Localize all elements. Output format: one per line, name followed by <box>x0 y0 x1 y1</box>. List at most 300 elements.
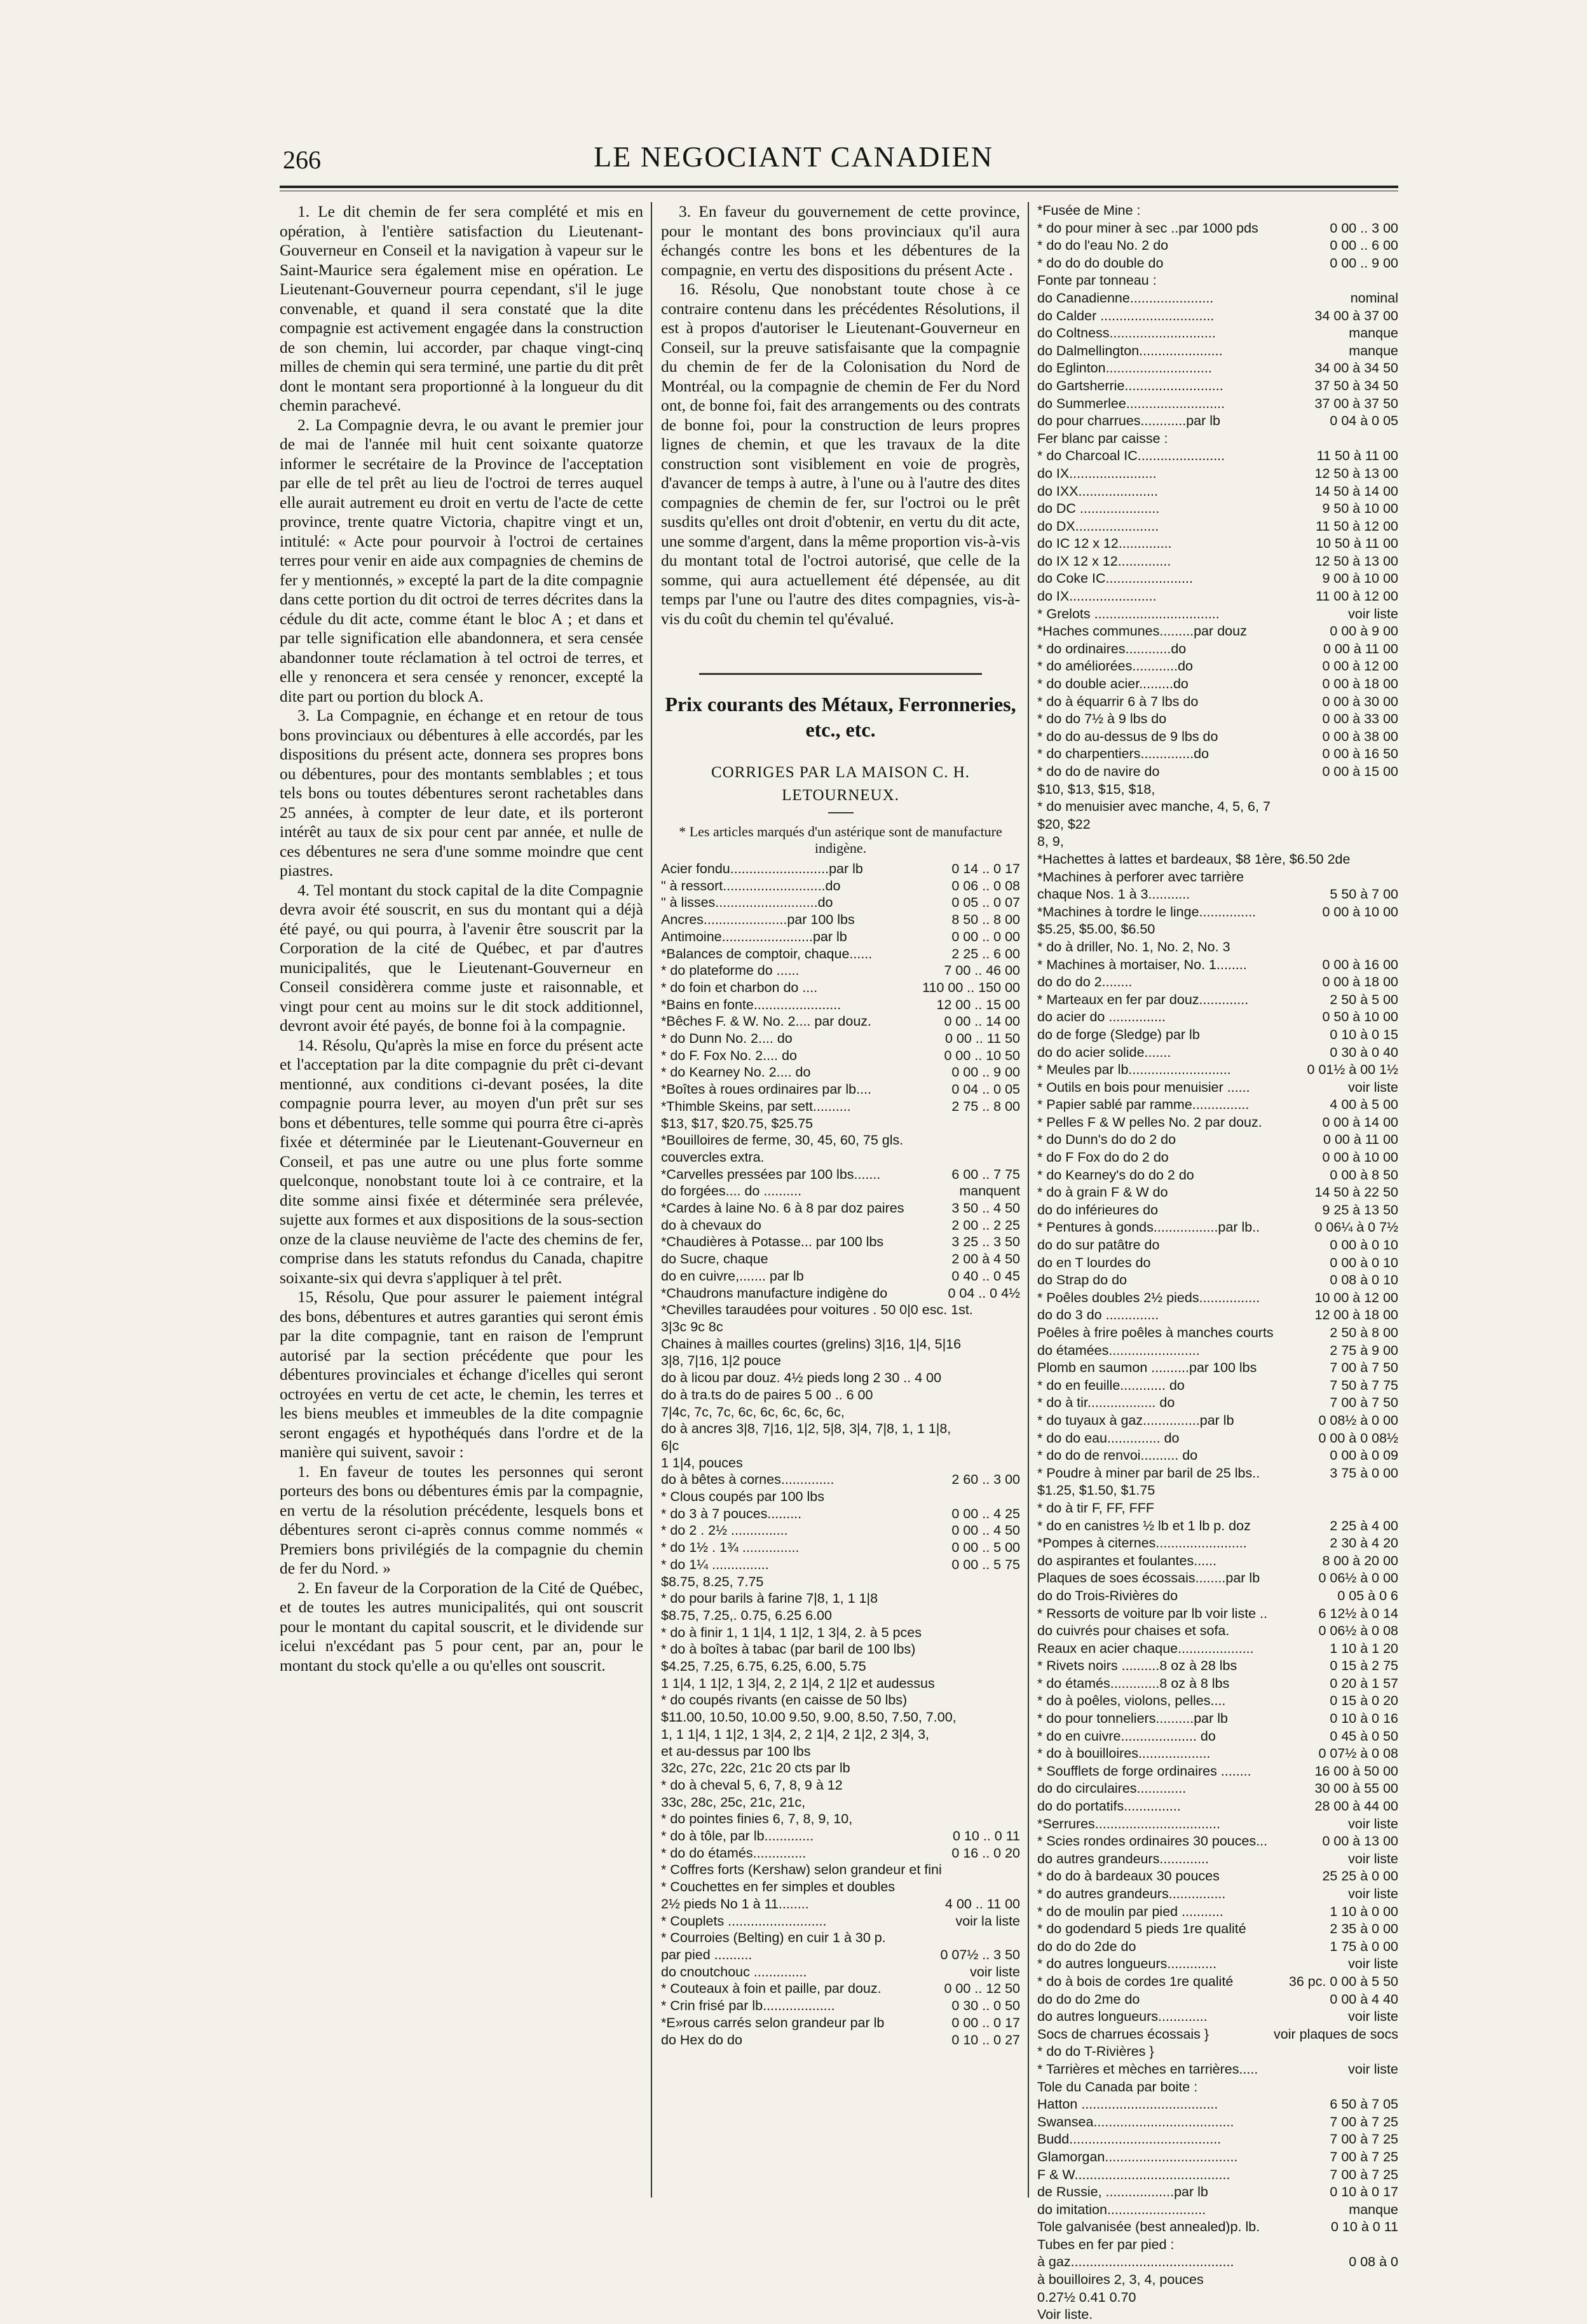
price-item-label: *Thimble Skeins, par sett.......... <box>661 1098 851 1114</box>
price-row <box>1037 1184 1398 1202</box>
price-row <box>661 1896 1020 1913</box>
price-item-label: do IXX..................... <box>1037 483 1158 499</box>
price-item-label: * do do do double do <box>1037 255 1164 271</box>
price-row <box>1037 2026 1398 2044</box>
price-row <box>1037 1131 1398 1149</box>
running-title: LE NEGOCIANT CANADIEN <box>594 140 993 173</box>
price-item-value: 2 00 à 4 50 <box>951 1251 1020 1267</box>
price-item-label: 32c, 27c, 22c, 21c 20 cts par lb <box>661 1760 850 1776</box>
price-row <box>1037 1272 1398 1289</box>
price-row <box>1037 430 1398 448</box>
price-row <box>661 1964 1020 1981</box>
price-row <box>661 1233 1020 1251</box>
column-3 <box>1037 202 1398 2323</box>
price-item-label: do do do 2me do <box>1037 1991 1140 2007</box>
price-row <box>1037 1955 1398 1973</box>
price-item-value: 0 06½ à 0 00 <box>1318 1570 1398 1586</box>
price-item-value: 0 40 .. 0 45 <box>951 1268 1020 1284</box>
price-item-value: 37 00 à 37 50 <box>1314 395 1398 411</box>
price-row <box>1037 1219 1398 1237</box>
price-item-value: 7 00 à 7 50 <box>1330 1395 1398 1411</box>
price-row <box>1037 202 1398 220</box>
price-row <box>1037 535 1398 553</box>
price-item-value: 36 pc. 0 00 à 5 50 <box>1288 1973 1398 1989</box>
price-row <box>661 1437 1020 1455</box>
price-item-value: 0 10 .. 0 11 <box>953 1828 1020 1844</box>
price-item-label: * do menuisier avec manche, 4, 5, 6, 7 <box>1037 799 1270 815</box>
price-item-value: 34 00 à 34 50 <box>1314 360 1398 376</box>
price-item-value <box>1016 1743 1020 1760</box>
price-item-label: par pied .......... <box>661 1947 753 1962</box>
price-row <box>661 1811 1020 1828</box>
paragraph: 4. Tel montant du stock capital de la dite Compagnie devra avoir été souscrit, en sus du montant qui a déjà été payé, ou qui pourra, à l'avenir être souscrit par la Corporation de la cité de Québec, et par d'autres municipalités, que le Lieutenant-Gouverneur en Conseil considèrera comme juste et raisonnable, et vingt pour cent au moins sur le dit stock additionnel, devront avoir été payés, de bonne foi à la compagnie. <box>280 880 643 1035</box>
price-item-label: * do ordinaires............do <box>1037 641 1187 656</box>
price-item-value: 0 00 à 4 40 <box>1330 1991 1398 2007</box>
price-row <box>661 1845 1020 1862</box>
price-item-label: * Pentures à gonds.................par lb.. <box>1037 1220 1260 1235</box>
price-item-label: *Machines à perforer avec tarrière <box>1037 869 1244 885</box>
price-row <box>661 1047 1020 1064</box>
price-item-value: 7 00 à 7 25 <box>1330 2166 1398 2182</box>
price-item-value: 0 00 à 10 00 <box>1322 904 1398 920</box>
price-row <box>1037 1026 1398 1044</box>
price-item-label: * do à tir.................. do <box>1037 1395 1175 1411</box>
price-item-label: do cnoutchouc .............. <box>661 1964 807 1980</box>
price-item-label: do à bêtes à cornes.............. <box>661 1472 834 1488</box>
price-item-label: et au-dessus par 100 lbs <box>661 1743 811 1759</box>
price-row <box>1037 377 1398 395</box>
price-row <box>661 1505 1020 1523</box>
price-item-value <box>1016 1301 1020 1319</box>
price-item-value <box>1016 1861 1020 1879</box>
price-item-value: 0 00 à 16 50 <box>1322 746 1398 762</box>
price-item-label: * Rivets noirs ..........8 oz à 28 lbs <box>1037 1658 1237 1674</box>
price-item-value <box>1016 1437 1020 1455</box>
price-row <box>1037 2271 1398 2289</box>
price-item-label: * do do à bardeaux 30 pouces <box>1037 1868 1220 1884</box>
price-row <box>1037 833 1398 851</box>
price-row <box>1037 483 1398 501</box>
price-item-label: * do améliorées............do <box>1037 658 1193 674</box>
price-item-value <box>1394 2043 1398 2061</box>
price-item-value <box>1016 1929 1020 1947</box>
price-item-value: 0 30 .. 0 50 <box>951 1998 1020 2014</box>
price-row <box>1037 1692 1398 1710</box>
price-row <box>1037 1780 1398 1798</box>
price-row <box>1037 2079 1398 2096</box>
price-item-value <box>1016 1641 1020 1658</box>
price-item-value: 110 00 .. 150 00 <box>922 979 1020 995</box>
price-row <box>661 1455 1020 1472</box>
price-item-value: 11 00 à 12 00 <box>1316 588 1398 604</box>
price-item-value <box>1016 1879 1020 1896</box>
price-item-value: 0 08 à 0 10 <box>1330 1272 1398 1288</box>
price-item-value: 12 50 à 13 00 <box>1314 553 1398 569</box>
price-row <box>1037 904 1398 921</box>
price-item-label: * do à driller, No. 1, No. 2, No. 3 <box>1037 939 1230 955</box>
price-item-value: voir liste <box>1348 606 1398 622</box>
price-row <box>1037 1324 1398 1342</box>
price-item-value: 14 50 à 14 00 <box>1314 483 1398 499</box>
price-item-value: 0 00 .. 0 00 <box>951 928 1020 944</box>
price-row <box>1037 2253 1398 2271</box>
price-row <box>1037 1254 1398 1272</box>
price-item-label: do do portatifs............... <box>1037 1798 1181 1814</box>
price-row <box>661 1166 1020 1183</box>
price-row <box>1037 553 1398 571</box>
price-item-value: 0 01½ à 00 1½ <box>1307 1062 1398 1078</box>
price-row <box>1037 272 1398 290</box>
price-item-label: Acier fondu..........................par lb <box>661 861 863 876</box>
price-row <box>661 1777 1020 1794</box>
price-item-value: 11 50 à 11 00 <box>1316 448 1398 464</box>
price-item-label: *Chaudières à Potasse... par 100 lbs <box>661 1234 884 1250</box>
price-item-value: 16 00 à 50 00 <box>1314 1763 1398 1779</box>
price-item-value: 7 00 .. 46 00 <box>944 963 1020 979</box>
price-row <box>661 946 1020 963</box>
price-row <box>1037 1798 1398 1816</box>
price-item-value: 0 04 .. 0 05 <box>951 1082 1020 1097</box>
price-item-value: manque <box>1349 325 1398 341</box>
price-item-label: do à chevaux do <box>661 1217 761 1233</box>
price-item-value <box>1016 1794 1020 1811</box>
price-item-label: $10, $13, $15, $18, <box>1037 781 1155 797</box>
price-item-label: $5.25, $5.00, $6.50 <box>1037 921 1155 937</box>
price-item-label: * Crin frisé par lb................... <box>661 1998 835 2014</box>
price-item-value: 0 04 à 0 05 <box>1330 413 1398 429</box>
price-item-label: do cuivrés pour chaises et sofa. <box>1037 1623 1230 1639</box>
price-item-value <box>1394 798 1398 816</box>
price-item-label: do Sucre, chaque <box>661 1251 768 1267</box>
price-item-label: 3|8, 7|16, 1|2 pouce <box>661 1353 781 1369</box>
price-item-value: 7 00 à 7 25 <box>1330 2149 1398 2164</box>
price-row <box>1037 2061 1398 2079</box>
price-item-label: * do do étamés.............. <box>661 1845 807 1861</box>
price-item-label: * do F Fox do do 2 do <box>1037 1150 1169 1165</box>
price-item-label: *Serrures................................. <box>1037 1816 1220 1831</box>
price-item-label: do en cuivre,....... par lb <box>661 1268 804 1284</box>
price-item-label: do forgées.... do .......... <box>661 1183 802 1199</box>
price-item-label: * do en feuille............ do <box>1037 1377 1185 1393</box>
price-row <box>1037 1833 1398 1851</box>
price-row <box>661 1030 1020 1047</box>
price-row <box>1037 1973 1398 1991</box>
price-item-label: do Calder .............................. <box>1037 308 1215 323</box>
price-item-value: 0 10 à 0 15 <box>1330 1026 1398 1042</box>
price-row <box>1037 395 1398 413</box>
price-item-label: *Pompes à citernes........................ <box>1037 1535 1247 1551</box>
price-item-label: *Bains en fonte....................... <box>661 996 841 1012</box>
price-row <box>661 1200 1020 1217</box>
price-item-value: 1 10 à 1 20 <box>1330 1640 1398 1656</box>
price-item-value: 2 35 à 0 00 <box>1330 1921 1398 1937</box>
column-divider-2 <box>1028 202 1029 2198</box>
price-item-label: * do à bouilloires................... <box>1037 1746 1211 1762</box>
price-row <box>661 996 1020 1014</box>
price-row <box>1037 1605 1398 1623</box>
price-row <box>1037 1377 1398 1395</box>
paragraph: 1. Le dit chemin de fer sera complété et mis en opération, à l'entière satisfaction du Lieutenant-Gouverneur en Conseil et la navigation à vapeur sur le Saint-Maurice sera également mise en opération. Le Lieutenant-Gouverneur pourra cependant, s'il le juge convenable, et quand il sera constaté que la dite compagnie est activement engagée dans la construction de son chemin, lui accorder, par chaque vingt-cinq milles de chemin qui sera terminé, une partie du dit prêt dont le montant sera proportionné à la longueur du dit chemin parachevé. <box>280 202 643 414</box>
price-item-label: Ancres......................par 100 lbs <box>661 912 855 928</box>
price-item-label: do do Trois-Rivières do <box>1037 1587 1178 1603</box>
price-item-value: 0 00 .. 10 50 <box>944 1047 1020 1063</box>
price-item-label: * Poudre à miner par baril de 25 lbs.. <box>1037 1465 1260 1481</box>
price-item-value: 7 00 à 7 25 <box>1330 2131 1398 2147</box>
price-item-label: * do pour tonneliers..........par lb <box>1037 1711 1228 1727</box>
price-item-label: do acier do ............... <box>1037 1009 1166 1025</box>
price-item-label: de Russie, ..................par lb <box>1037 2184 1208 2200</box>
price-item-label: * Papier sablé par ramme............... <box>1037 1097 1250 1113</box>
price-row <box>661 1285 1020 1302</box>
price-item-value: 8 00 à 20 00 <box>1322 1553 1398 1568</box>
price-item-label: do imitation.......................... <box>1037 2201 1206 2217</box>
price-row <box>661 1590 1020 1607</box>
price-item-value: 0 16 .. 0 20 <box>951 1845 1020 1861</box>
price-row <box>1037 308 1398 325</box>
price-row <box>1037 623 1398 641</box>
price-row <box>1037 1710 1398 1728</box>
price-item-value <box>1394 816 1398 834</box>
price-row <box>1037 1570 1398 1587</box>
price-row <box>661 1149 1020 1166</box>
price-item-label: * Clous coupés par 100 lbs <box>661 1489 824 1505</box>
price-item-value: 0 00 à 38 00 <box>1322 728 1398 744</box>
price-item-label: * do do eau.............. do <box>1037 1430 1180 1446</box>
price-item-value: 0 08 à 0 <box>1349 2254 1398 2270</box>
price-item-value <box>1394 851 1398 869</box>
price-item-label: * do coupés rivants (en caisse de 50 lbs) <box>661 1692 908 1708</box>
price-row <box>1037 2114 1398 2131</box>
price-item-label: Plomb en saumon ..........par 100 lbs <box>1037 1360 1257 1376</box>
price-item-label: do IX 12 x 12.............. <box>1037 553 1171 569</box>
price-item-label: Antimoine........................par lb <box>661 928 847 944</box>
price-row <box>661 1471 1020 1488</box>
price-row <box>1037 1745 1398 1763</box>
price-item-value: 0 00 .. 3 00 <box>1330 220 1398 236</box>
price-item-label: do Coke IC....................... <box>1037 571 1193 587</box>
price-item-value: voir liste <box>1348 1816 1398 1831</box>
price-item-value: 0 10 à 0 11 <box>1331 2219 1398 2235</box>
price-row <box>1037 2289 1398 2307</box>
price-item-value <box>1016 1132 1020 1149</box>
price-item-value: 0 15 à 0 20 <box>1330 1693 1398 1709</box>
price-row <box>661 1539 1020 1556</box>
price-item-label: *Chevilles taraudées pour voitures . 50 0|0 esc. 1st. <box>661 1302 973 1318</box>
price-item-label: * do Dunn No. 2.... do <box>661 1031 793 1047</box>
price-item-label: do do circulaires............. <box>1037 1781 1187 1797</box>
price-row <box>1037 816 1398 834</box>
price-item-value <box>1394 869 1398 887</box>
price-item-value: 0 00 à 30 00 <box>1322 693 1398 709</box>
price-row <box>661 1947 1020 1964</box>
price-item-value <box>1016 1369 1020 1387</box>
price-item-value: 0 00 .. 9 00 <box>1330 255 1398 271</box>
price-row <box>1037 1991 1398 2009</box>
price-item-label: do Eglinton............................ <box>1037 360 1212 376</box>
price-item-label: * do tuyaux à gaz...............par lb <box>1037 1412 1234 1428</box>
price-item-value <box>1016 1115 1020 1132</box>
price-item-label: * do à tir F, FF, FFF <box>1037 1500 1154 1516</box>
price-item-label: * do 1½ . 1¾ ............... <box>661 1540 800 1556</box>
price-item-label: * Marteaux en fer par douz............. <box>1037 991 1249 1007</box>
price-item-label: * Couplets .......................... <box>661 1913 827 1929</box>
price-item-value: 0 00 à 33 00 <box>1322 711 1398 727</box>
column-2 <box>661 202 1020 2198</box>
price-item-value: 0 30 à 0 40 <box>1330 1044 1398 1060</box>
dash-divider <box>828 812 854 813</box>
price-row <box>1037 728 1398 746</box>
price-item-value: voir liste <box>1348 1079 1398 1095</box>
price-item-label: $11.00, 10.50, 10.00 9.50, 9.00, 8.50, 7.50, 7.00, <box>661 1709 957 1725</box>
price-row <box>661 860 1020 878</box>
price-item-label: * Soufflets de forge ordinaires ........ <box>1037 1763 1251 1779</box>
price-row <box>1037 1044 1398 1062</box>
price-row <box>661 1013 1020 1030</box>
price-item-value: 2 50 à 5 00 <box>1330 991 1398 1007</box>
price-item-value: manquent <box>959 1183 1020 1199</box>
price-item-label: * do 3 à 7 pouces......... <box>661 1505 802 1521</box>
price-row <box>661 911 1020 928</box>
price-row <box>1037 886 1398 904</box>
price-item-label: do Hex do do <box>661 2032 742 2048</box>
price-item-label: * Grelots ................................. <box>1037 606 1220 622</box>
price-list-col3 <box>1037 202 1398 2324</box>
price-item-value: 2 25 à 4 00 <box>1330 1518 1398 1533</box>
price-item-label: " à ressort...........................do <box>661 878 841 894</box>
price-item-label: do pour charrues............par lb <box>1037 413 1221 429</box>
price-item-value: 0 06¼ à 0 7½ <box>1314 1220 1398 1235</box>
price-item-label: do autres longueurs............. <box>1037 2009 1208 2025</box>
price-item-label: * Courroies (Belting) en cuir 1 à 30 p. <box>661 1930 886 1946</box>
price-row <box>1037 1535 1398 1553</box>
price-item-label: * do en cuivre.................... do <box>1037 1728 1216 1744</box>
price-row <box>661 1828 1020 1845</box>
price-item-label: *Chaudrons manufacture indigène do <box>661 1285 888 1301</box>
price-item-label: * do Dunn's do do 2 do <box>1037 1132 1176 1148</box>
price-row <box>661 1420 1020 1437</box>
section-rule <box>699 673 982 675</box>
price-item-value: 2 75 à 9 00 <box>1330 1342 1398 1358</box>
price-item-value <box>1016 1336 1020 1353</box>
price-row <box>1037 1009 1398 1026</box>
price-item-value <box>1016 1573 1020 1591</box>
price-row <box>661 1879 1020 1896</box>
price-item-label: * do godendard 5 pieds 1re qualité <box>1037 1921 1246 1937</box>
price-item-label: Hatton .................................... <box>1037 2096 1218 2112</box>
price-row <box>661 1997 1020 2015</box>
price-row <box>1037 570 1398 588</box>
price-item-label: Fer blanc par caisse : <box>1037 430 1168 446</box>
paragraph: 2. La Compagnie devra, le ou avant le premier jour de mai de l'année mil huit cent soixante quatorze informer le secrétaire de la Province de l'acceptation par elle de tel prêt au lieu de l'octroi de terres auquel elle aurait autrement eu droit en vertu de l'acte de cette province, trente quatre Victoria, chapitre vingt et un, intitulé: « Acte pour pourvoir à l'octroi de certaines terres pour venir en aide aux compagnies de chemins de fer y mentionnés, » excepté la part de la dite compagnie dans cette portion du dit octroi de terres décrites dans la cédule du dit acte, comme étant le bloc A ; et dans et par telle signification elle abandonnera, et sera censée abandonner toute réclamation à tel octroi de terres, et elle y renoncera et sera censée y renoncer, excepté la dite part ou portion du block A. <box>280 415 643 705</box>
price-row <box>1037 2306 1398 2324</box>
price-item-value: 7 00 à 7 25 <box>1330 2114 1398 2130</box>
price-row <box>661 1573 1020 1591</box>
price-item-value: voir liste <box>1348 1886 1398 1901</box>
price-row <box>1037 974 1398 991</box>
price-item-value: 0 00 à 18 00 <box>1322 974 1398 990</box>
price-item-value: 0 10 à 0 17 <box>1330 2184 1398 2200</box>
price-row <box>1037 1816 1398 1833</box>
price-item-label: *Bouilloires de ferme, 30, 45, 60, 75 gls. <box>661 1132 904 1148</box>
price-row <box>661 1319 1020 1336</box>
price-item-value: 0 06 .. 0 08 <box>951 878 1020 894</box>
price-item-label: * Meules par lb........................... <box>1037 1062 1231 1078</box>
price-item-label: do do do 2........ <box>1037 974 1133 990</box>
price-item-label: do Coltness............................ <box>1037 325 1216 341</box>
price-item-label: * do à grain F & W do <box>1037 1185 1168 1200</box>
price-item-value: 0 10 .. 0 27 <box>951 2032 1020 2048</box>
price-item-value: 9 25 à 13 50 <box>1322 1202 1398 1218</box>
price-item-value: 28 00 à 44 00 <box>1314 1798 1398 1814</box>
price-item-label: * Outils en bois pour menuisier ...... <box>1037 1079 1250 1095</box>
price-row <box>1037 2096 1398 2114</box>
price-item-label: *Carvelles pressées par 100 lbs....... <box>661 1166 881 1182</box>
price-item-value: 1 10 à 0 00 <box>1330 1903 1398 1919</box>
price-item-label: Plaques de soes écossais........par lb <box>1037 1570 1260 1586</box>
price-item-label: * Ressorts de voiture par lb voir liste .. <box>1037 1605 1268 1621</box>
price-row <box>1037 763 1398 781</box>
price-item-value: 34 00 à 37 00 <box>1314 308 1398 323</box>
price-item-value: 0 05 .. 0 07 <box>951 895 1020 911</box>
price-item-label: * do Kearney's do do 2 do <box>1037 1167 1194 1183</box>
price-item-value <box>1394 2271 1398 2289</box>
price-item-value <box>1394 1482 1398 1500</box>
price-item-value: 0 00 à 0 08½ <box>1318 1430 1398 1446</box>
price-row <box>1037 325 1398 343</box>
price-row <box>661 1098 1020 1115</box>
price-row <box>1037 2149 1398 2166</box>
price-row <box>1037 1289 1398 1307</box>
price-row <box>1037 781 1398 799</box>
price-item-value: 0 00 à 0 10 <box>1330 1254 1398 1270</box>
price-item-label: * Poêles doubles 2½ pieds................ <box>1037 1289 1260 1305</box>
price-item-value <box>1394 781 1398 799</box>
price-item-label: $1.25, $1.50, $1.75 <box>1037 1483 1155 1498</box>
price-item-label: * do à cheval 5, 6, 7, 8, 9 à 12 <box>661 1777 843 1793</box>
price-item-label: * do Kearney No. 2.... do <box>661 1064 811 1080</box>
price-item-label: * do foin et charbon do .... <box>661 979 818 995</box>
price-row <box>661 1336 1020 1353</box>
price-list-col2 <box>661 860 1020 2048</box>
price-row <box>661 1624 1020 1641</box>
price-item-label: 8, 9, <box>1037 834 1064 850</box>
price-item-value <box>1016 1319 1020 1336</box>
price-item-value <box>1016 1777 1020 1794</box>
price-item-value: 2 25 .. 6 00 <box>951 946 1020 962</box>
price-row <box>661 1268 1020 1285</box>
price-row <box>1037 939 1398 956</box>
price-row <box>1037 1359 1398 1377</box>
price-item-label: * do double acier.........do <box>1037 676 1189 692</box>
price-item-label: do à ancres 3|8, 7|16, 1|2, 5|8, 3|4, 7|8, 1, 1 1|8, <box>661 1421 951 1437</box>
price-item-value: 2 30 à 4 20 <box>1330 1535 1398 1551</box>
price-item-label: do Gartsherrie.......................... <box>1037 377 1223 393</box>
price-item-value: 2 00 .. 2 25 <box>951 1217 1020 1233</box>
price-item-value: 0 00 à 0 10 <box>1330 1237 1398 1253</box>
price-item-value <box>1394 2079 1398 2096</box>
price-row <box>661 894 1020 911</box>
price-row <box>1037 641 1398 658</box>
price-item-label: $4.25, 7.25, 6.75, 6.25, 6.00, 5.75 <box>661 1659 866 1675</box>
price-row <box>1037 2043 1398 2061</box>
price-item-label: 1 1|4, pouces <box>661 1455 743 1471</box>
price-item-value <box>1016 1709 1020 1726</box>
price-item-value: nominal <box>1350 290 1398 306</box>
price-item-label: *Cardes à laine No. 6 à 8 par doz paires <box>661 1200 904 1216</box>
price-row <box>661 1369 1020 1387</box>
price-item-value <box>1016 1420 1020 1437</box>
price-item-label: * do à poêles, violons, pelles.... <box>1037 1693 1226 1709</box>
